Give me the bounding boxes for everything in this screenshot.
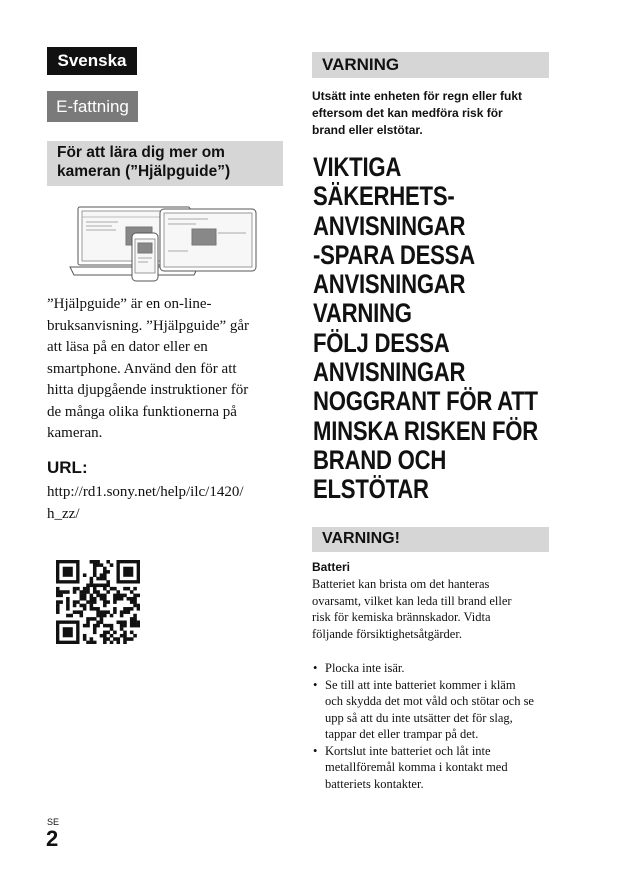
- help-guide-url[interactable]: [47, 482, 282, 525]
- text-line: de många olika funktionerna på: [47, 403, 237, 420]
- help-guide-description: [47, 294, 282, 445]
- text-line: tappar det eller trampar på det.: [325, 727, 479, 741]
- title-line: -SPARA DESSA: [313, 239, 475, 270]
- text-line: att läsa på en dator eller en: [47, 339, 208, 355]
- text-line: Batteriet kan brista om det hanteras: [312, 577, 490, 591]
- help-guide-heading-line: kameran (”Hjälpguide”): [57, 163, 231, 180]
- battery-precautions-list: [312, 660, 557, 792]
- text-line: Plocka inte isär.: [325, 661, 405, 675]
- text-line: följande försiktighetsåtgärder.: [312, 626, 462, 641]
- title-line: ANVISNINGAR: [313, 210, 466, 241]
- text-line: ”Hjälpguide” är en on-line-: [47, 296, 212, 312]
- battery-text: [312, 576, 552, 642]
- title-line: SÄKERHETS-: [313, 181, 455, 212]
- text-line: hitta djupgående instruktioner för: [47, 382, 249, 398]
- battery-heading: Batteri: [312, 560, 351, 574]
- title-line: NOGGRANT FÖR ATT: [313, 386, 538, 417]
- text-line: brand eller elstötar.: [312, 123, 423, 137]
- text-line: Se till att inte batteriet kommer i kläm: [325, 677, 516, 692]
- warning-heading: VARNING: [312, 52, 549, 78]
- url-line[interactable]: http://rd1.sony.net/help/ilc/1420/: [47, 484, 244, 500]
- safety-instructions-title: [313, 152, 539, 505]
- laptop-smartphone-illustration: [68, 203, 260, 285]
- text-line: Kortslut inte batteriet och låt inte: [325, 743, 491, 758]
- bullet-icon: •: [313, 677, 318, 692]
- title-line: ANVISNINGAR: [313, 269, 466, 300]
- bullet-icon: •: [313, 661, 318, 675]
- text-line: och skydda det mot våld och stötar och se: [325, 694, 534, 708]
- text-line: bruksanvisning. ”Hjälpguide” går: [47, 317, 250, 334]
- help-guide-heading: [47, 141, 283, 186]
- text-line: upp så att du inte utsätter det för slag,: [325, 710, 513, 725]
- text-line: eftersom det kan medföra risk för: [312, 106, 503, 120]
- language-badge: Svenska: [47, 47, 137, 75]
- text-line: risk för kemiska brännskador. Vidta: [312, 610, 491, 624]
- url-label: URL:: [47, 458, 88, 477]
- title-line: FÖLJ DESSA: [313, 327, 450, 358]
- help-guide-heading-line: För att lära dig mer om: [57, 144, 225, 161]
- text-line: kameran.: [47, 425, 103, 441]
- text-line: smartphone. Använd den för att: [47, 360, 237, 377]
- list-item: [312, 743, 557, 793]
- text-line: Utsätt inte enheten för regn eller fukt: [312, 89, 523, 103]
- manual-type-badge: E-fattning: [47, 91, 138, 122]
- title-line: VIKTIGA: [313, 152, 402, 182]
- warning-text: [312, 88, 552, 139]
- title-line: VARNING: [313, 298, 412, 329]
- title-line: ANVISNINGAR: [313, 357, 466, 388]
- url-line[interactable]: h_zz/: [47, 505, 80, 522]
- tablet-screen-icon: [160, 209, 256, 271]
- smartphone-icon: [132, 233, 158, 281]
- list-item: [312, 677, 557, 743]
- list-item: [312, 660, 557, 677]
- text-line: metallföremål komma i kontakt med: [325, 760, 508, 774]
- page-number: 2: [46, 826, 59, 851]
- text-line: batteriets kontakter.: [325, 776, 424, 791]
- bullet-icon: •: [313, 743, 318, 758]
- title-line: MINSKA RISKEN FÖR: [313, 415, 539, 446]
- text-line: ovarsamt, vilket kan leda till brand eller: [312, 593, 512, 608]
- qr-code[interactable]: [56, 560, 140, 644]
- title-line: ELSTÖTAR: [313, 474, 429, 505]
- region-code: SE: [47, 817, 60, 827]
- title-line: BRAND OCH: [313, 444, 447, 475]
- warning2-heading: VARNING!: [312, 527, 549, 552]
